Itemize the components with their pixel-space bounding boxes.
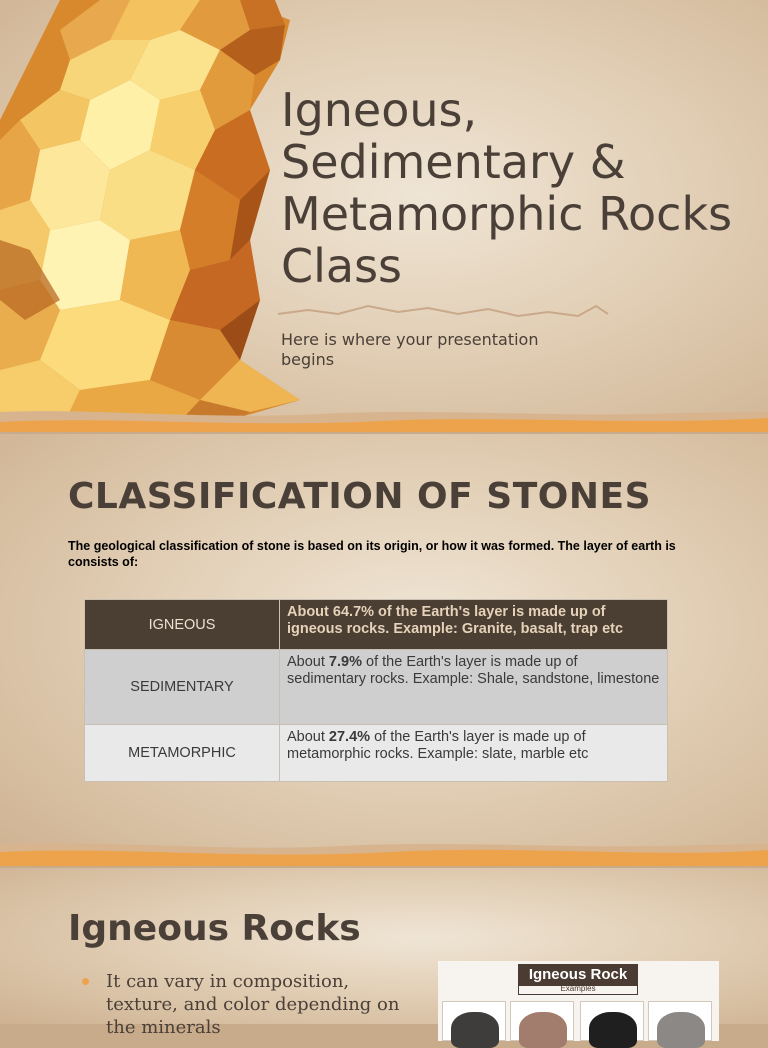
black-rock-icon — [589, 1012, 637, 1048]
table-row — [85, 725, 668, 782]
rock-type-cell: IGNEOUS — [85, 600, 280, 650]
card-subtitle: Examples — [518, 984, 638, 995]
rock-sample-thumb — [442, 1001, 506, 1041]
classification-table — [84, 599, 668, 782]
rock-description-cell: About 7.9% of the Earth's layer is made up of sedimentary rocks. Example: Shale, sandstone, limestone — [280, 650, 668, 725]
table-row — [85, 650, 668, 725]
rock-sample-thumb — [580, 1001, 644, 1041]
rock-description-cell: About 64.7% of the Earth's layer is made up of igneous rocks. Example: Granite, basalt, trap etc — [280, 600, 668, 650]
presentation-title: Igneous, Sedimentary & Metamorphic Rocks Class — [281, 83, 733, 293]
classification-title: CLASSIFICATION OF STONES — [68, 476, 652, 517]
rock-sample-thumb — [510, 1001, 574, 1041]
presentation-subtitle: Here is where your presentation begins — [281, 330, 539, 369]
bullet-text: It can vary in composition, texture, and color depending on the minerals — [106, 971, 400, 1038]
gray-rock-icon — [657, 1012, 705, 1048]
rock-description-cell: About 27.4% of the Earth's layer is made up of metamorphic rocks. Example: slate, marble etc — [280, 725, 668, 782]
dark-rock-icon — [451, 1012, 499, 1048]
classification-intro: The geological classification of stone is based on its origin, or how it was formed. The layer of earth is consists of: — [68, 539, 676, 569]
pink-rock-icon — [519, 1012, 567, 1048]
bullet-dot-icon — [82, 978, 89, 985]
title-slide — [0, 0, 768, 432]
rock-type-cell: SEDIMENTARY — [85, 650, 280, 725]
igneous-title: Igneous Rocks — [68, 908, 361, 949]
table-row — [85, 600, 668, 650]
classification-slide — [0, 434, 768, 866]
card-title: Igneous Rock — [518, 964, 638, 986]
rock-type-cell: METAMORPHIC — [85, 725, 280, 782]
list-item — [80, 970, 410, 1039]
sand-wave-divider — [0, 404, 768, 432]
rock-illustration-icon — [0, 0, 320, 432]
bullet-list — [80, 970, 410, 1039]
igneous-examples-image — [438, 961, 719, 1041]
rock-sample-thumb — [648, 1001, 712, 1041]
zigzag-divider-icon — [278, 300, 618, 326]
sand-wave-divider — [0, 838, 768, 866]
igneous-rocks-slide — [0, 868, 768, 1038]
